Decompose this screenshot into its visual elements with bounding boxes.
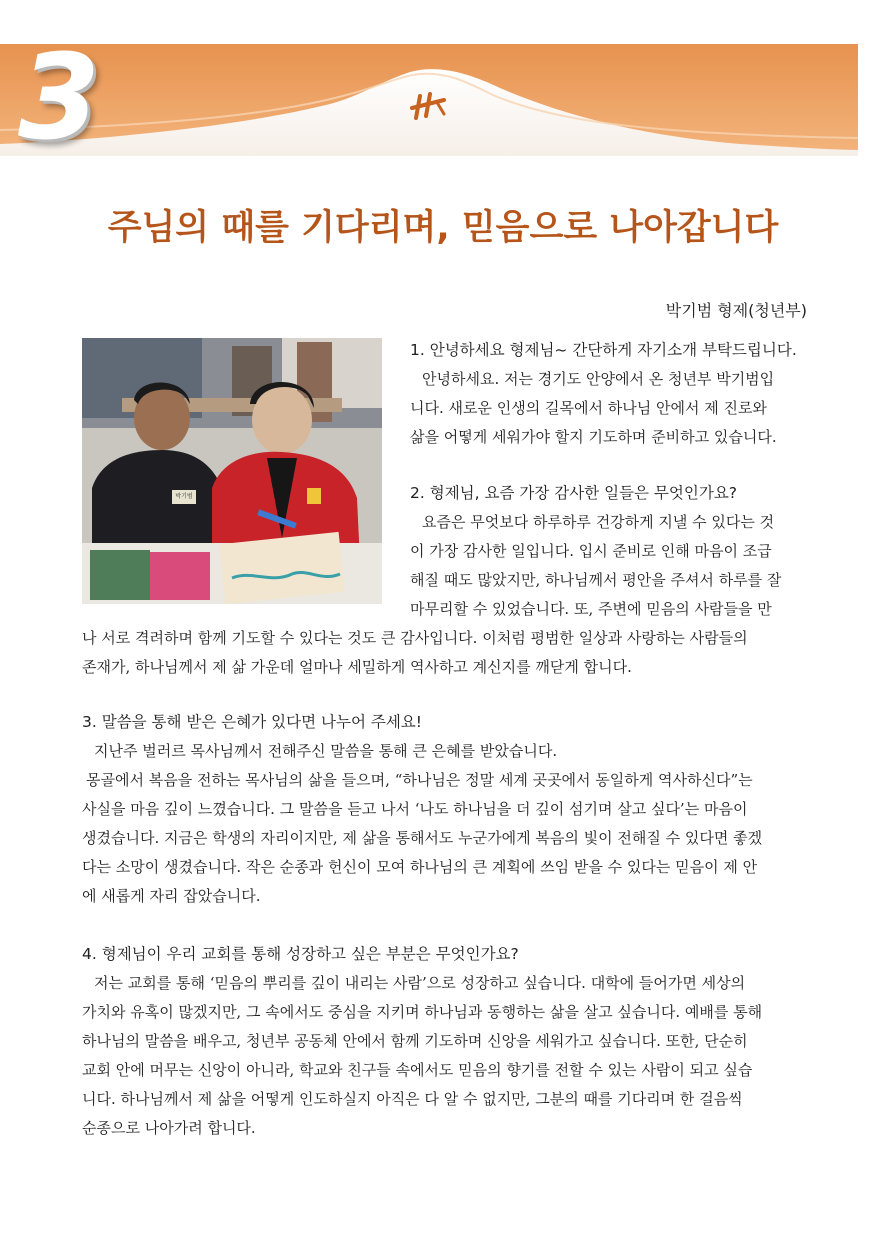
interview-photo (82, 338, 382, 604)
page-title: 주님의 때를 기다리며, 믿음으로 나아갑니다 (107, 208, 779, 248)
q2-answer-line: 해질 때도 많았지만, 하나님께서 평안을 주셔서 하루를 잘 (410, 571, 782, 589)
author-byline: 박기범 형제(청년부) (665, 301, 807, 320)
q3-answer-line: 지난주 벌러르 목사님께서 전해주신 말씀을 통해 큰 은혜를 받았습니다. (94, 742, 558, 760)
section-number: 3 (18, 28, 101, 166)
q1-answer-line: 안녕하세요. 저는 경기도 안양에서 온 청년부 박기범입 (422, 370, 775, 388)
q1-answer-line: 삶을 어떻게 세워가야 할지 기도하며 준비하고 있습니다. (410, 428, 777, 446)
q2-section (410, 479, 806, 624)
q1-answer-line: 니다. 새로운 인생의 길목에서 하나님 안에서 제 진로와 (410, 399, 767, 417)
q2-answer-line: 마무리할 수 있었습니다. 또, 주변에 믿음의 사람들을 만 (410, 600, 772, 618)
q1-section (410, 336, 806, 452)
q2-continued (82, 624, 806, 682)
q1-question: 1. 안녕하세요 형제님~ 간단하게 자기소개 부탁드립니다. (410, 341, 797, 359)
q3-answer-line: 다는 소망이 생겼습니다. 작은 순종과 헌신이 모여 하나님의 큰 계획에 쓰임 받을 수 있다는 믿음이 제 안 (82, 858, 758, 876)
q4-answer-line: 니다. 하나님께서 제 삶을 어떻게 인도하실지 아직은 다 알 수 없지만, 그분의 때를 기다리며 한 걸음씩 (82, 1090, 743, 1108)
q3-section (82, 708, 806, 911)
q2-answer-line: 이 가장 감사한 일입니다. 입시 준비로 인해 마음이 조급 (410, 542, 772, 560)
q3-answer-line: 생겼습니다. 지금은 학생의 자리이지만, 제 삶을 통해서도 누군가에게 복음의 빛이 전해질 수 있다면 좋겠 (82, 829, 763, 847)
q4-question: 4. 형제님이 우리 교회를 통해 성장하고 싶은 부분은 무엇인가요? (82, 945, 519, 963)
q3-question: 3. 말씀을 통해 받은 은혜가 있다면 나누어 주세요! (82, 713, 422, 731)
church-logo-icon (408, 92, 448, 120)
q4-answer-line: 교회 안에 머무는 신앙이 아니라, 학교와 친구들 속에서도 믿음의 향기를 전할 수 있는 사람이 되고 싶습 (82, 1061, 753, 1079)
q4-answer-line: 순종으로 나아가려 합니다. (82, 1119, 256, 1137)
q2-answer-line: 나 서로 격려하며 함께 기도할 수 있다는 것도 큰 감사입니다. 이처럼 평범한 일상과 사랑하는 사람들의 (82, 629, 748, 647)
q4-section (82, 940, 806, 1143)
q2-answer-line: 요즘은 무엇보다 하루하루 건강하게 지낼 수 있다는 것 (422, 513, 775, 531)
q2-question: 2. 형제님, 요즘 가장 감사한 일들은 무엇인가요? (410, 484, 738, 502)
q3-answer-line: 사실을 마음 깊이 느꼈습니다. 그 말씀을 듣고 나서 ‘나도 하나님을 더 깊이 섬기며 살고 싶다’는 마음이 (82, 800, 748, 818)
q4-answer-line: 저는 교회를 통해 ‘믿음의 뿌리를 깊이 내리는 사람’으로 성장하고 싶습니다. 대학에 들어가면 세상의 (94, 974, 746, 992)
q3-answer-line: 에 새롭게 자리 잡았습니다. (82, 887, 261, 905)
q3-answer-line: 몽골에서 복음을 전하는 목사님의 삶을 들으며, “하나님은 정말 세계 곳곳에서 동일하게 역사하신다”는 (86, 771, 753, 789)
name-badge: 박기범 (175, 493, 193, 500)
q2-answer-line: 존재가, 하나님께서 제 삶 가운데 얼마나 세밀하게 역사하고 계신지를 깨닫게 합니다. (82, 658, 632, 676)
q4-answer-line: 가치와 유혹이 많겠지만, 그 속에서도 중심을 지키며 하나님과 동행하는 삶을 살고 싶습니다. 예배를 통해 (82, 1003, 763, 1021)
q4-answer-line: 하나님의 말씀을 배우고, 청년부 공동체 안에서 함께 기도하며 신앙을 세워가고 싶습니다. 또한, 단순히 (82, 1032, 748, 1050)
